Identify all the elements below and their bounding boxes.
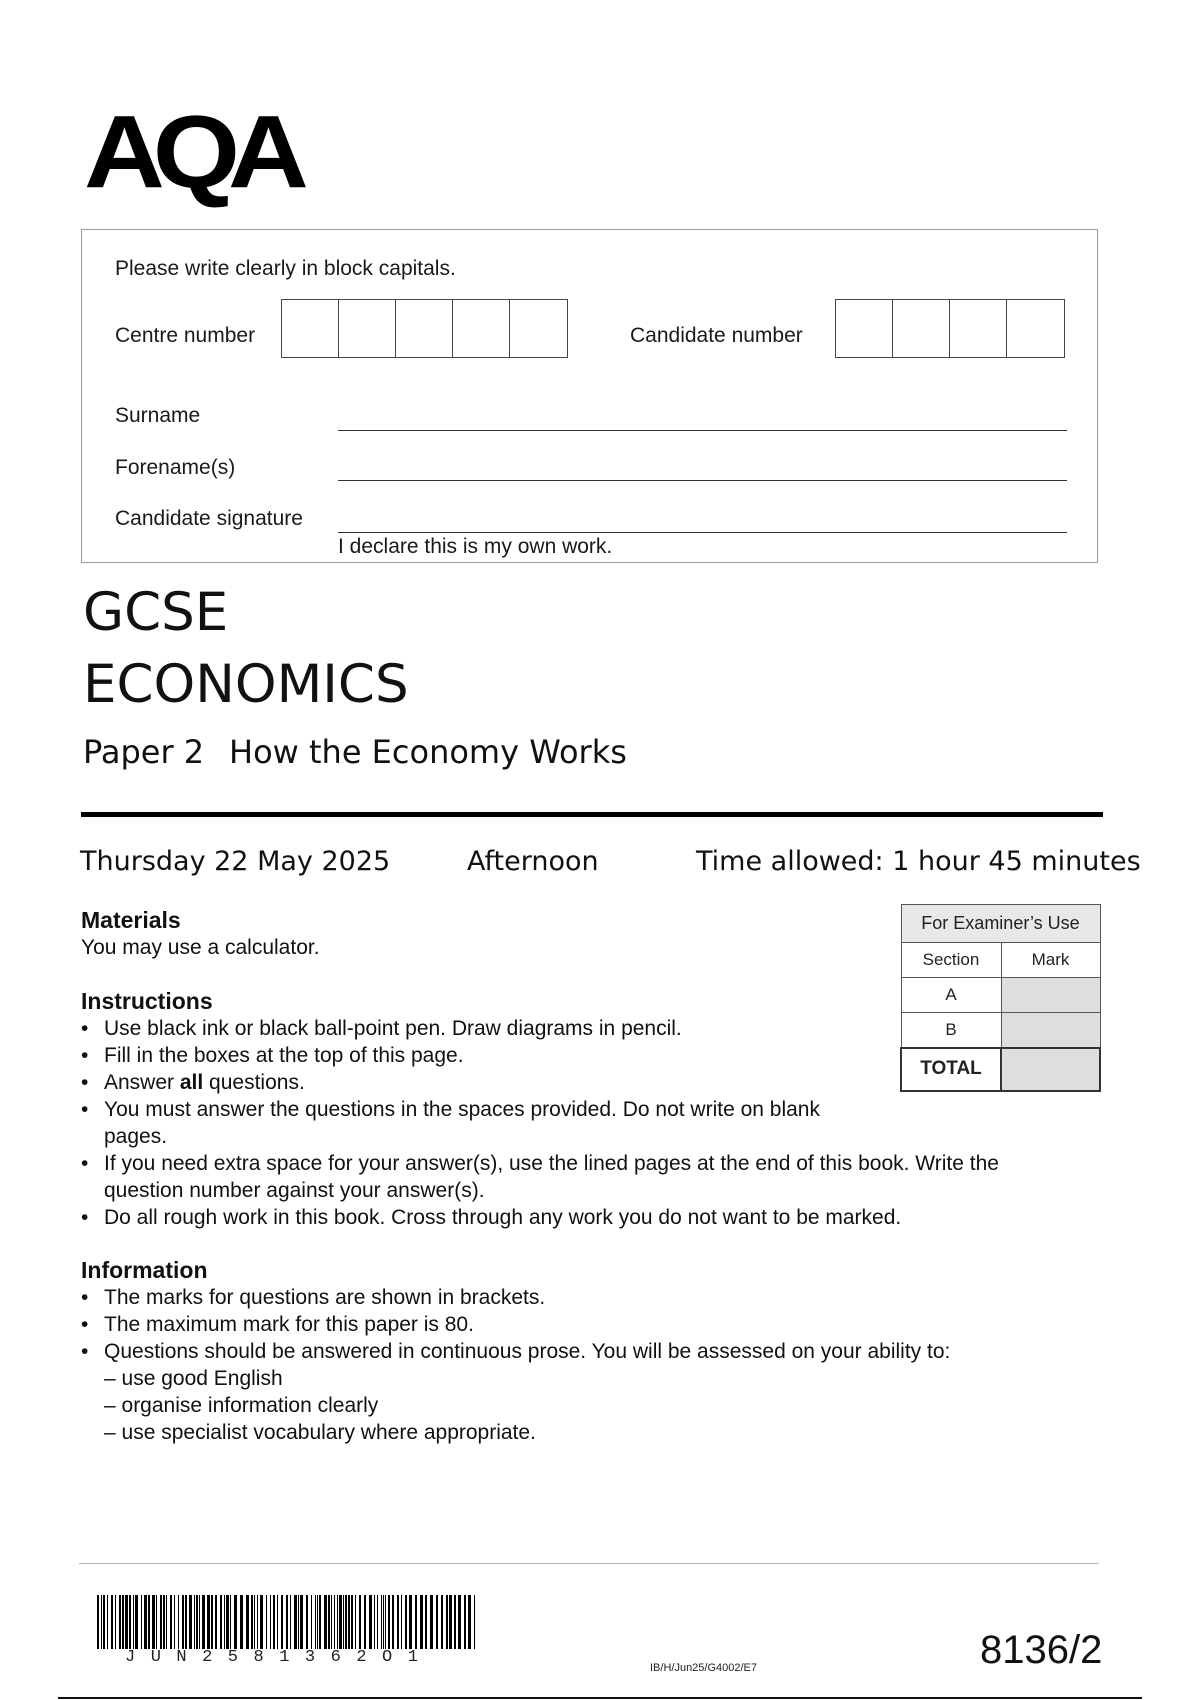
barcode-bar [300, 1595, 303, 1649]
barcode-bar [397, 1595, 399, 1649]
examiner-table-title: For Examiner’s Use [901, 905, 1100, 943]
barcode-bar [474, 1595, 475, 1649]
candidate-number-label: Candidate number [630, 324, 803, 347]
instruction-answer-bold: all [179, 1071, 204, 1094]
barcode-bar [152, 1595, 155, 1649]
barcode-bar [230, 1595, 231, 1649]
barcode-bar [446, 1595, 448, 1649]
instruction-answer-prefix: Answer [104, 1071, 180, 1094]
barcode-bar [388, 1595, 390, 1649]
aqa-logo: AQA [84, 94, 297, 210]
barcode-bar [170, 1595, 172, 1649]
barcode-bar [334, 1595, 335, 1649]
barcode-bar [211, 1595, 213, 1649]
barcode-bar [383, 1595, 384, 1649]
barcode-bar [135, 1595, 138, 1649]
barcode-bar [115, 1595, 116, 1649]
forenames-label: Forename(s) [115, 456, 236, 479]
barcode-bar [311, 1595, 312, 1649]
forenames-line[interactable] [338, 480, 1067, 481]
barcode-bar [266, 1595, 267, 1649]
instructions-heading: Instructions [81, 988, 213, 1014]
footer-divider [79, 1563, 1099, 1564]
barcode-bar [377, 1595, 378, 1649]
subject-title: ECONOMICS [83, 654, 409, 715]
total-label: TOTAL [901, 1048, 1001, 1091]
barcode-bar [119, 1595, 121, 1649]
barcode-bar [290, 1595, 291, 1649]
barcode-bar [317, 1595, 318, 1649]
barcode-bar [409, 1595, 412, 1649]
barcode-bar [401, 1595, 402, 1649]
barcode-bar [182, 1595, 184, 1649]
paper-code: 8136/2 [980, 1628, 1103, 1672]
barcode-bar [464, 1595, 466, 1649]
barcode-bar [430, 1595, 433, 1649]
instruction-item: • You must answer the questions in the spaces provided. Do not write on blank pages. [81, 1096, 821, 1150]
barcode-bar [328, 1595, 330, 1649]
barcode-bar [174, 1595, 175, 1649]
centre-number-digit-box[interactable] [453, 300, 510, 357]
centre-number-label: Centre number [115, 324, 256, 347]
title-divider [81, 812, 1103, 817]
examiner-use-table [900, 904, 1101, 1092]
document-reference: IB/H/Jun25/G4002/E7 [650, 1662, 758, 1674]
barcode-bar [194, 1595, 195, 1649]
barcode-bar [420, 1595, 423, 1649]
mark-column-header: Mark [1001, 943, 1100, 978]
mark-cell[interactable] [1001, 978, 1100, 1013]
barcode-bar [273, 1595, 275, 1649]
barcode-bar [449, 1595, 452, 1649]
information-subitem: – organise information clearly [104, 1394, 379, 1417]
barcode-bar [207, 1595, 210, 1649]
section-column-header: Section [901, 943, 1001, 978]
barcode-bar [294, 1595, 297, 1649]
instruction-item: • Do all rough work in this book. Cross through any work you do not want to be marked. [81, 1204, 1081, 1231]
barcode-bar [199, 1595, 200, 1649]
barcode-bar [348, 1595, 350, 1649]
paper-number: Paper 2 [83, 733, 205, 771]
mark-cell[interactable] [1001, 1013, 1100, 1048]
section-label: A [901, 978, 1001, 1013]
barcode-bar [148, 1595, 150, 1649]
barcode-bar [220, 1595, 222, 1649]
information-heading: Information [81, 1257, 208, 1283]
barcode-bar [251, 1595, 253, 1649]
barcode-bar [441, 1595, 443, 1649]
instruction-answer-suffix: questions. [203, 1071, 305, 1094]
section-label: B [901, 1013, 1001, 1048]
barcode-bar [405, 1595, 407, 1649]
barcode-bar [166, 1595, 167, 1649]
barcode-bar [454, 1595, 456, 1649]
barcode-bar [189, 1595, 192, 1649]
barcode-bar [257, 1595, 258, 1649]
barcode-bar [351, 1595, 353, 1649]
barcode-bar [156, 1595, 157, 1649]
barcode-bar [163, 1595, 165, 1649]
barcode-bar [246, 1595, 249, 1649]
centre-number-digit-box[interactable] [339, 300, 396, 357]
barcode [97, 1595, 482, 1649]
information-section [81, 1256, 1081, 1446]
barcode-bar [385, 1595, 386, 1649]
barcode-bar [324, 1595, 327, 1649]
surname-line[interactable] [338, 430, 1067, 431]
barcode-bar [234, 1595, 237, 1649]
barcode-bar [240, 1595, 243, 1649]
barcode-bar [133, 1595, 134, 1649]
barcode-bar [315, 1595, 316, 1649]
barcode-bar [359, 1595, 361, 1649]
candidate-number-digit-box[interactable] [950, 300, 1007, 357]
instruction-item: • If you need extra space for your answer(s), use the lined pages at the end of this book. Write the question number against your answer(s). [81, 1150, 1081, 1204]
barcode-bar [339, 1595, 342, 1649]
barcode-bar [226, 1595, 229, 1649]
barcode-bar [281, 1595, 283, 1649]
barcode-bar [185, 1595, 187, 1649]
instruction-item: • Use black ink or black ball-point pen. Draw diagrams in pencil. [81, 1015, 1081, 1042]
barcode-bar [215, 1595, 217, 1649]
signature-line[interactable] [338, 532, 1067, 533]
materials-heading: Materials [81, 907, 181, 933]
barcode-bar [178, 1595, 179, 1649]
materials-text: You may use a calculator. [81, 936, 320, 959]
centre-number-digit-box[interactable] [396, 300, 453, 357]
centre-number-digit-box[interactable] [282, 300, 339, 357]
barcode-bar [319, 1595, 321, 1649]
centre-number-boxes[interactable] [281, 299, 568, 358]
barcode-bar [122, 1595, 124, 1649]
barcode-bar [286, 1595, 288, 1649]
barcode-bar [97, 1595, 99, 1649]
barcode-bar [160, 1595, 162, 1649]
barcode-bar [298, 1595, 299, 1649]
barcode-bar [103, 1595, 105, 1649]
barcode-bar [141, 1595, 142, 1649]
barcode-bar [337, 1595, 338, 1649]
exam-session: Afternoon [467, 846, 599, 877]
barcode-bar [202, 1595, 205, 1649]
information-item: • The marks for questions are shown in brackets. [81, 1284, 1081, 1311]
block-capitals-instruction: Please write clearly in block capitals. [115, 257, 456, 280]
barcode-bar [144, 1595, 147, 1649]
barcode-bar [270, 1595, 271, 1649]
barcode-bar [392, 1595, 394, 1649]
barcode-bar [355, 1595, 356, 1649]
barcode-bar [111, 1595, 113, 1649]
barcode-bar [254, 1595, 255, 1649]
barcode-bar [374, 1595, 375, 1649]
barcode-bar [364, 1595, 366, 1649]
candidate-details-box [81, 229, 1098, 563]
barcode-bar [425, 1595, 427, 1649]
barcode-bar [331, 1595, 332, 1649]
barcode-bar [381, 1595, 382, 1649]
centre-number-digit-box[interactable] [510, 300, 567, 357]
barcode-bar [343, 1595, 344, 1649]
barcode-bar [224, 1595, 225, 1649]
barcode-bar [107, 1595, 108, 1649]
barcode-bar [436, 1595, 438, 1649]
barcode-bar [345, 1595, 347, 1649]
information-item: • The maximum mark for this paper is 80. [81, 1311, 1081, 1338]
candidate-number-digit-box[interactable] [836, 300, 893, 357]
barcode-bar [277, 1595, 278, 1649]
candidate-number-boxes[interactable] [835, 299, 1065, 358]
total-mark-cell[interactable] [1001, 1048, 1100, 1091]
information-subitem: – use specialist vocabulary where appropriate. [104, 1421, 536, 1444]
exam-date: Thursday 22 May 2025 [80, 846, 391, 877]
barcode-bar [468, 1595, 471, 1649]
bottom-border [58, 1697, 1142, 1699]
signature-label: Candidate signature [115, 507, 303, 530]
barcode-bar [458, 1595, 461, 1649]
instruction-item: • Fill in the boxes at the top of this page. [81, 1042, 1081, 1069]
information-item: • Questions should be answered in continuous prose. You will be assessed on your ability to: [81, 1338, 1081, 1365]
candidate-number-digit-box[interactable] [1007, 300, 1064, 357]
candidate-number-digit-box[interactable] [893, 300, 950, 357]
qualification-title: GCSE [83, 582, 229, 643]
information-subitem: – use good English [104, 1367, 283, 1390]
declaration-text: I declare this is my own work. [338, 535, 613, 558]
surname-label: Surname [115, 404, 201, 427]
barcode-bar [196, 1595, 198, 1649]
barcode-bar [369, 1595, 372, 1649]
barcode-bar [129, 1595, 131, 1649]
barcode-bar [415, 1595, 417, 1649]
time-allowed: Time allowed: 1 hour 45 minutes [696, 846, 1141, 877]
barcode-bar [101, 1595, 102, 1649]
barcode-digits: JUN2581362O1 [125, 1648, 434, 1667]
barcode-bar [306, 1595, 308, 1649]
barcode-bar [125, 1595, 128, 1649]
barcode-bar [260, 1595, 263, 1649]
paper-title: How the Economy Works [229, 733, 627, 771]
